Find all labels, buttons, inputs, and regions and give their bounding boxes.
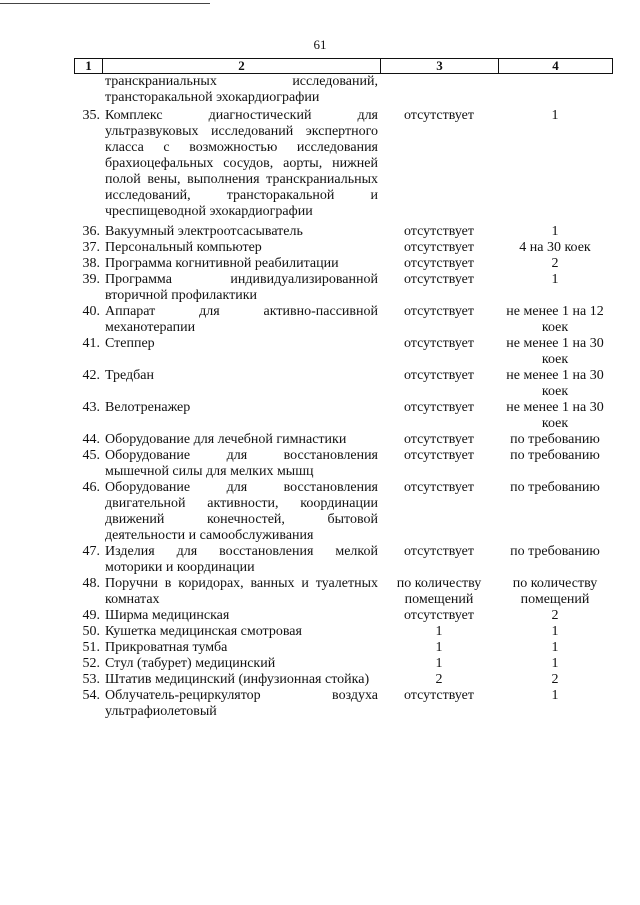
row-col3: отсутствует bbox=[403, 240, 475, 255]
table-row bbox=[74, 448, 612, 480]
row-col3: отсутствует bbox=[403, 336, 475, 351]
row-name: Программа индивидуализированной вторичной профилактики bbox=[105, 272, 378, 303]
table-row bbox=[74, 640, 612, 656]
row-col3: отсутствует bbox=[403, 368, 475, 383]
row-col4: 1 bbox=[551, 640, 559, 655]
row-col4: по количеству помещений bbox=[512, 576, 598, 607]
row-number: 52. bbox=[82, 656, 100, 671]
row-number: 39. bbox=[82, 272, 100, 287]
row-name: Тредбан bbox=[105, 368, 154, 383]
row-col4: 4 на 30 коек bbox=[519, 240, 591, 255]
table-row bbox=[74, 672, 612, 688]
row-col4: 1 bbox=[551, 624, 559, 639]
table-row bbox=[74, 256, 612, 272]
row-col3: отсутствует bbox=[403, 688, 475, 703]
row-number: 49. bbox=[82, 608, 100, 623]
row-col4: 1 bbox=[551, 272, 559, 287]
row-number: 50. bbox=[82, 624, 100, 639]
row-number: 44. bbox=[82, 432, 100, 447]
table-row bbox=[74, 480, 612, 544]
row-name: Велотренажер bbox=[105, 400, 191, 415]
row-col3: отсутствует bbox=[403, 256, 475, 271]
row-col4: по требованию bbox=[510, 544, 600, 559]
row-number: 47. bbox=[82, 544, 100, 559]
table-row bbox=[74, 272, 612, 304]
row-name: Степпер bbox=[105, 336, 155, 351]
row-name: Программа когнитивной реабилитации bbox=[105, 256, 339, 271]
row-col3: 1 bbox=[435, 624, 443, 639]
row-col4: по требованию bbox=[510, 480, 600, 495]
row-number: 46. bbox=[82, 480, 100, 495]
row-name: Оборудование для восстановления двигательной активности, координации движений конечностей, бытовой деятельности и самообслуживания bbox=[105, 480, 378, 543]
row-number: 51. bbox=[82, 640, 100, 655]
row-name: транскраниальных исследований, трансторакальной эхокардиографии bbox=[105, 74, 378, 105]
row-name: Вакуумный электроотсасыватель bbox=[105, 224, 303, 239]
row-number: 53. bbox=[82, 672, 100, 687]
row-col4: не менее 1 на 12 коек bbox=[506, 304, 604, 335]
row-col4: 1 bbox=[551, 656, 559, 671]
row-col3: отсутствует bbox=[403, 608, 475, 623]
row-col3: отсутствует bbox=[403, 400, 475, 415]
row-col4: не менее 1 на 30 коек bbox=[506, 336, 604, 367]
row-name: Оборудование для восстановления мышечной силы для мелких мышц bbox=[105, 448, 378, 479]
row-col3: отсутствует bbox=[403, 448, 475, 463]
table-row bbox=[74, 608, 612, 624]
row-name: Ширма медицинская bbox=[105, 608, 230, 623]
table-row bbox=[74, 368, 612, 400]
row-col3: 1 bbox=[435, 640, 443, 655]
row-name: Поручни в коридорах, ванных и туалетных комнатах bbox=[105, 576, 378, 607]
row-number: 48. bbox=[82, 576, 100, 591]
row-col4: 2 bbox=[551, 672, 559, 687]
table-row bbox=[74, 224, 612, 240]
table-row bbox=[74, 240, 612, 256]
header-col-3: 3 bbox=[381, 59, 499, 74]
table-body bbox=[74, 74, 612, 720]
row-col3: отсутствует bbox=[403, 432, 475, 447]
row-number: 35. bbox=[82, 108, 100, 123]
row-name: Штатив медицинский (инфузионная стойка) bbox=[105, 672, 370, 687]
header-col-2: 2 bbox=[103, 59, 381, 74]
row-name: Стул (табурет) медицинский bbox=[105, 656, 276, 671]
row-number: 40. bbox=[82, 304, 100, 319]
table-row bbox=[74, 688, 612, 720]
table-row bbox=[74, 432, 612, 448]
row-col3: отсутствует bbox=[403, 480, 475, 495]
row-col3: отсутствует bbox=[403, 224, 475, 239]
table-row bbox=[74, 304, 612, 336]
row-name: Кушетка медицинская смотровая bbox=[105, 624, 302, 639]
table-row bbox=[74, 336, 612, 368]
row-col4: по требованию bbox=[510, 448, 600, 463]
row-name: Комплекс диагностический для ультразвуковых исследований экспертного класса с возможностью исследования брахиоцефальных сосудов, аорты, нижней полой вены, выполнения транскраниальных исследований, трансторакальной и чреспищеводной эхокардиографии bbox=[105, 108, 378, 219]
row-col4: по требованию bbox=[510, 432, 600, 447]
row-name: Изделия для восстановления мелкой моторики и координации bbox=[105, 544, 378, 575]
row-number: 42. bbox=[82, 368, 100, 383]
row-col3: 1 bbox=[435, 656, 443, 671]
table-row bbox=[74, 576, 612, 608]
row-name: Облучатель-рециркулятор воздуха ультрафиолетовый bbox=[105, 688, 378, 719]
top-rule bbox=[0, 3, 210, 4]
page-number: 61 bbox=[313, 37, 327, 52]
row-number: 45. bbox=[82, 448, 100, 463]
row-col3: по количеству помещений bbox=[396, 576, 482, 607]
row-number: 41. bbox=[82, 336, 100, 351]
row-col4: 2 bbox=[551, 256, 559, 271]
row-number: 38. bbox=[82, 256, 100, 271]
row-col3: 2 bbox=[435, 672, 443, 687]
row-col3 bbox=[380, 74, 498, 108]
row-number: 37. bbox=[82, 240, 100, 255]
row-col4: 2 bbox=[551, 608, 559, 623]
row-col4: 1 bbox=[551, 224, 559, 239]
row-name: Аппарат для активно-пассивной механотерапии bbox=[105, 304, 378, 335]
row-name: Оборудование для лечебной гимнастики bbox=[105, 432, 347, 447]
table-header bbox=[74, 58, 613, 74]
row-name: Прикроватная тумба bbox=[105, 640, 228, 655]
row-number: 43. bbox=[82, 400, 100, 415]
table-row bbox=[74, 108, 612, 224]
equipment-table bbox=[74, 58, 612, 720]
row-col4: 1 bbox=[551, 688, 559, 703]
row-col4: не менее 1 на 30 коек bbox=[506, 400, 604, 431]
row-col3: отсутствует bbox=[403, 272, 475, 287]
row-number bbox=[74, 74, 102, 108]
row-name: Персональный компьютер bbox=[105, 240, 262, 255]
row-col4: не менее 1 на 30 коек bbox=[506, 368, 604, 399]
table-row bbox=[74, 624, 612, 640]
header-row bbox=[75, 59, 613, 74]
row-col3: отсутствует bbox=[403, 108, 475, 123]
table-row bbox=[74, 544, 612, 576]
row-number: 54. bbox=[82, 688, 100, 703]
row-col4 bbox=[498, 74, 612, 108]
row-col3: отсутствует bbox=[403, 304, 475, 319]
table-row bbox=[74, 656, 612, 672]
table-row bbox=[74, 400, 612, 432]
table-row bbox=[74, 74, 612, 108]
row-number: 36. bbox=[82, 224, 100, 239]
row-col4: 1 bbox=[551, 108, 559, 123]
row-col3: отсутствует bbox=[403, 544, 475, 559]
header-col-1: 1 bbox=[75, 59, 103, 74]
header-col-4: 4 bbox=[499, 59, 613, 74]
